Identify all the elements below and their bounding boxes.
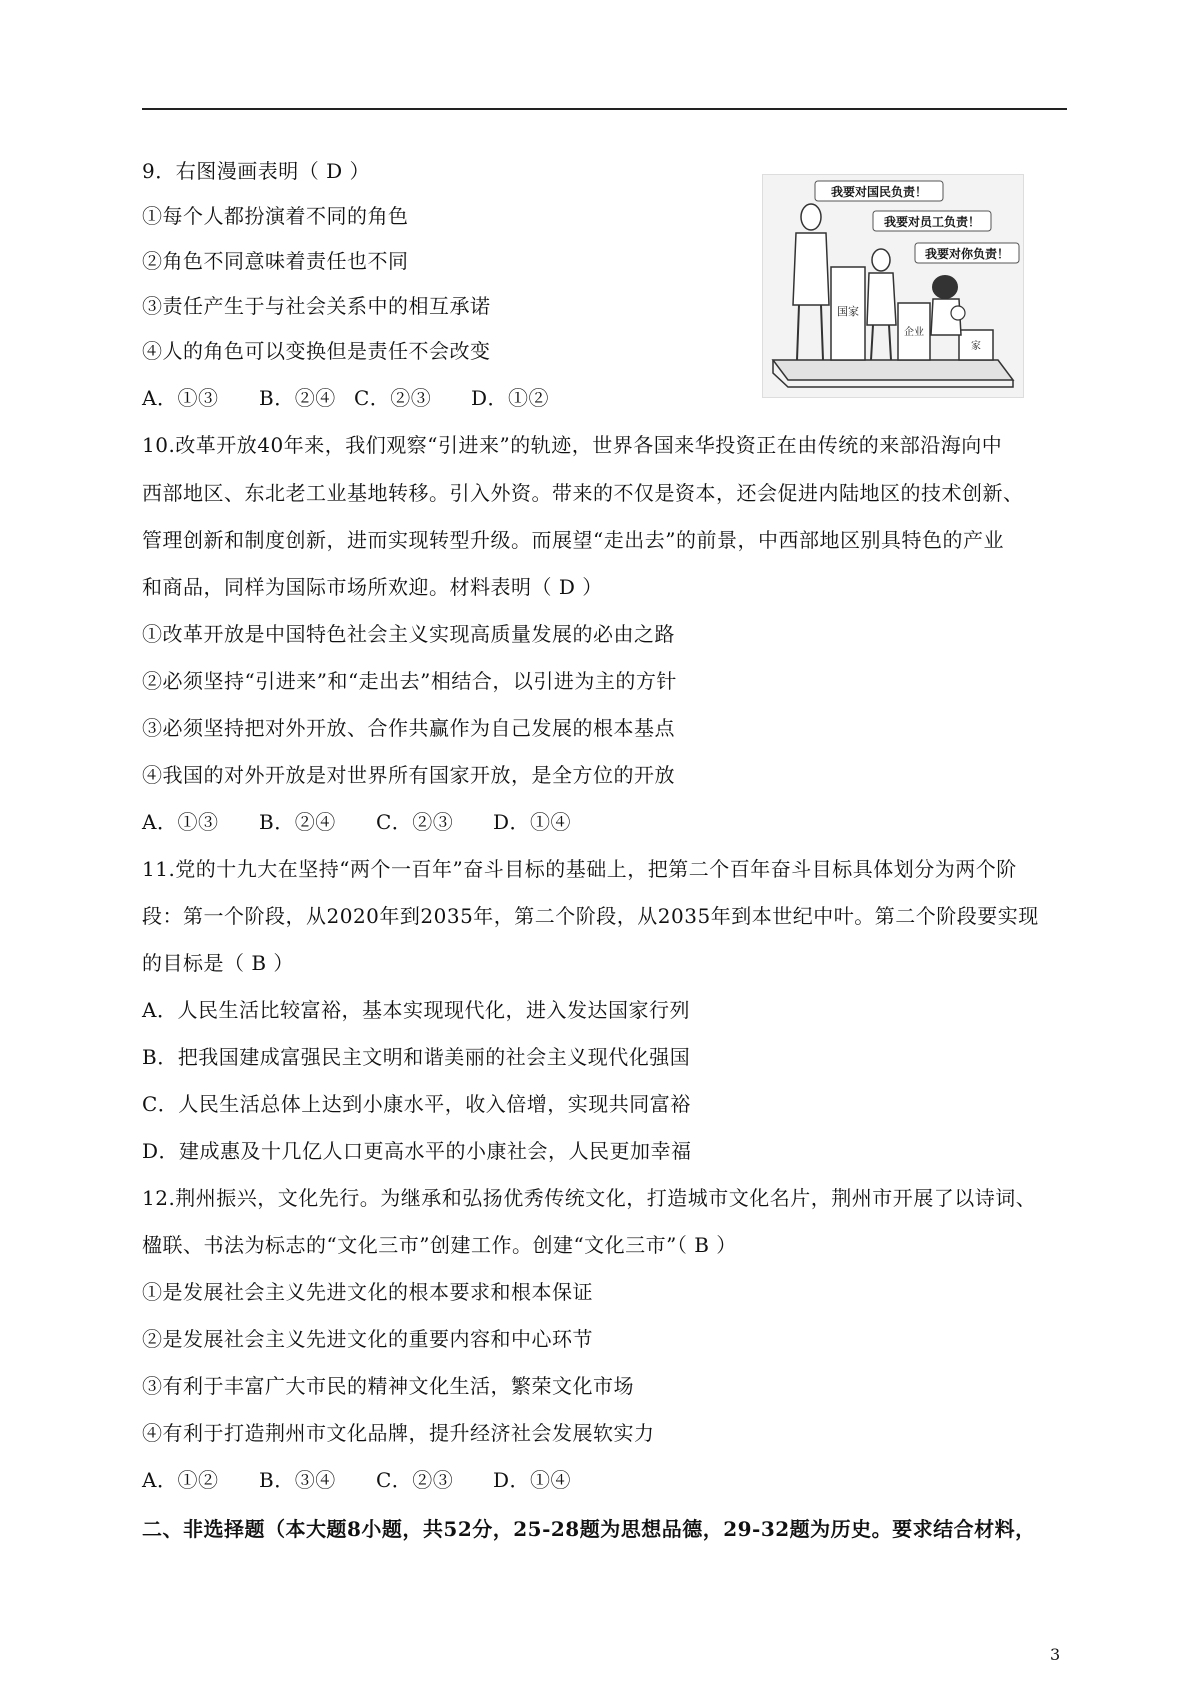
speech-bubble-2: 我要对员工负责！: [883, 215, 981, 229]
q11-stem-line-1: 11.党的十九大在坚持“两个一百年”奋斗目标的基础上，把第二个百年奋斗目标具体划分为两个阶: [142, 857, 1017, 881]
q12-answer-c: C．②③: [376, 1468, 454, 1492]
q10-stem-line-4: 和商品，同样为国际市场所欢迎。材料表明（ D ）: [142, 575, 603, 599]
q11-option-c: C．人民生活总体上达到小康水平，收入倍增，实现共同富裕: [142, 1092, 691, 1116]
q12-answer-a: A．①②: [142, 1468, 219, 1492]
q10-answer-a: A．①③: [142, 810, 219, 834]
q10-answers: [142, 809, 571, 835]
q12-option-3: ③有利于丰富广大市民的精神文化生活，繁荣文化市场: [142, 1374, 634, 1398]
cartoon-drawing: [763, 175, 1023, 397]
q11-option-a: A．人民生活比较富裕，基本实现现代化，进入发达国家行列: [142, 998, 690, 1022]
section-2-heading: 二、非选择题（本大题8小题，共52分，25-28题为思想品德，29-32题为历史。要求结合材料，: [142, 1517, 1036, 1541]
header-rule: [142, 108, 1067, 110]
q10-option-4: ④我国的对外开放是对世界所有国家开放，是全方位的开放: [142, 763, 675, 787]
q9-option-3: ③责任产生于与社会关系中的相互承诺: [142, 294, 491, 318]
q11-stem-line-2: 段：第一个阶段，从2020年到2035年，第二个阶段，从2035年到本世纪中叶。第二个阶段要实现: [142, 904, 1039, 928]
podium-label-2: 企业: [904, 327, 924, 338]
seat-label-3: 家: [971, 341, 981, 352]
q9-answer-a: A．①③: [142, 386, 219, 410]
q9-answer-c: C．②③: [354, 386, 432, 410]
podium-label-1: 国家: [837, 305, 859, 318]
q10-stem-line-1: 10.改革开放40年来，我们观察“引进来”的轨迹，世界各国来华投资正在由传统的来部沿海向中: [142, 433, 1003, 457]
q10-option-2: ②必须坚持“引进来”和“走出去”相结合，以引进为主的方针: [142, 669, 677, 693]
q12-stem-line-1: 12.荆州振兴，文化先行。为继承和弘扬优秀传统文化，打造城市文化名片，荆州市开展了以诗词、: [142, 1186, 1037, 1210]
q11-option-b: B．把我国建成富强民主文明和谐美丽的社会主义现代化强国: [142, 1045, 691, 1069]
q12-answer-b: B．③④: [259, 1468, 336, 1492]
speech-bubble-3: 我要对你负责！: [924, 247, 1010, 261]
q10-stem-line-2: 西部地区、东北老工业基地转移。引入外资。带来的不仅是资本，还会促进内陆地区的技术创新、: [142, 481, 1024, 505]
q9-option-2: ②角色不同意味着责任也不同: [142, 249, 409, 273]
q12-answers: [142, 1467, 571, 1493]
q10-answer-c: C．②③: [376, 810, 454, 834]
q10-answer-d: D．①④: [493, 810, 572, 834]
q10-option-3: ③必须坚持把对外开放、合作共赢作为自己发展的根本基点: [142, 716, 675, 740]
q9-answer-d: D．①②: [471, 386, 550, 410]
q9-stem: 9．右图漫画表明（ D ）: [142, 159, 370, 183]
speech-bubble-1: 我要对国民负责！: [830, 185, 928, 199]
q9-option-1: ①每个人都扮演着不同的角色: [142, 204, 409, 228]
q11-option-d: D．建成惠及十几亿人口更高水平的小康社会，人民更加幸福: [142, 1139, 692, 1163]
q12-option-4: ④有利于打造荆州市文化品牌，提升经济社会发展软实力: [142, 1421, 655, 1445]
q9-answer-b: B．②④: [259, 386, 336, 410]
q12-stem-line-2: 楹联、书法为标志的“文化三市”创建工作。创建“文化三市”（ B ）: [142, 1233, 737, 1257]
q12-option-2: ②是发展社会主义先进文化的重要内容和中心环节: [142, 1327, 593, 1351]
q10-option-1: ①改革开放是中国特色社会主义实现高质量发展的必由之路: [142, 622, 675, 646]
q12-option-1: ①是发展社会主义先进文化的根本要求和根本保证: [142, 1280, 593, 1304]
page-number: 3: [1050, 1645, 1061, 1664]
q9-option-4: ④人的角色可以变换但是责任不会改变: [142, 339, 491, 363]
q10-stem-line-3: 管理创新和制度创新，进而实现转型升级。而展望“走出去”的前景，中西部地区别具特色的产业: [142, 528, 1004, 552]
q12-answer-d: D．①④: [493, 1468, 572, 1492]
q10-answer-b: B．②④: [259, 810, 336, 834]
q11-stem-line-3: 的目标是（ B ）: [142, 951, 294, 975]
cartoon-illustration: [762, 174, 1024, 398]
q9-answers: [142, 385, 549, 411]
